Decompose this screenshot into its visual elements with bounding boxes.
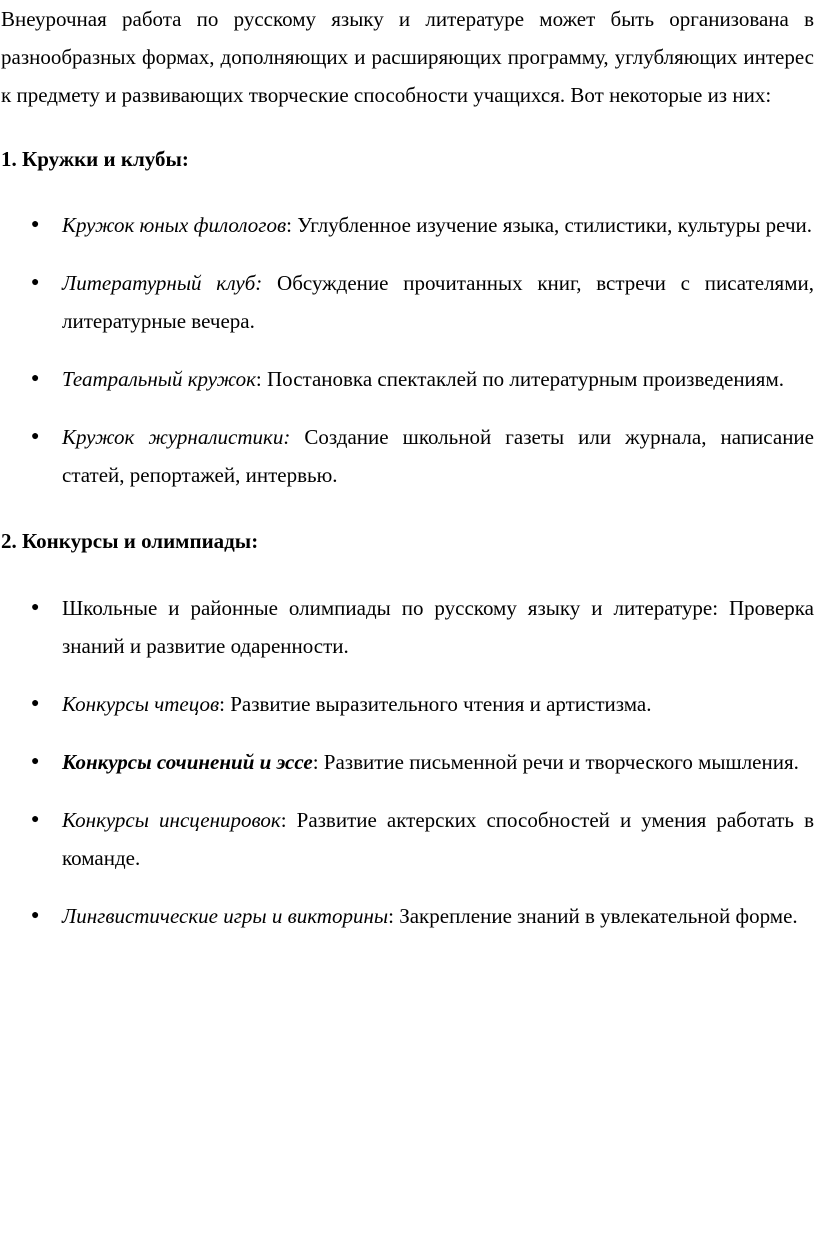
- list-item: [1, 801, 814, 877]
- section-heading-contests: 2. Конкурсы и олимпиады:: [1, 529, 259, 553]
- bullet-icon: ●: [31, 908, 40, 923]
- item-text: Развитие актерских способностей и умения работать в команде.: [62, 808, 814, 870]
- section-heading-clubs: 1. Кружки и клубы:: [1, 147, 189, 171]
- item-term: Кружок юных филологов: [62, 213, 287, 237]
- item-term: Кружок журналистики:: [62, 425, 291, 449]
- item-term: Конкурсы чтецов: [62, 692, 220, 716]
- bullet-icon: ●: [31, 754, 40, 769]
- item-term: Театральный кружок: [62, 367, 256, 391]
- list-item: [1, 360, 814, 398]
- bullet-icon: ●: [31, 217, 40, 232]
- list-item: [1, 685, 814, 723]
- item-text: Школьные и районные олимпиады по русскому языку и литературе: Проверка знаний и развитие одаренности.: [62, 596, 814, 658]
- list-item: [1, 743, 814, 781]
- item-separator: :: [219, 692, 225, 716]
- item-separator: :: [388, 904, 394, 928]
- item-text: Углубленное изучение языка, стилистики, культуры речи.: [291, 213, 812, 237]
- list-item: [1, 206, 814, 244]
- item-text: Обсуждение прочитанных книг, встречи с писателями, литературные вечера.: [62, 271, 814, 333]
- list-item: [1, 589, 814, 665]
- item-text: Закрепление знаний в увлекательной форме.: [393, 904, 798, 928]
- list-item: [1, 897, 814, 935]
- bullet-icon: ●: [31, 696, 40, 711]
- bullet-icon: ●: [31, 812, 40, 827]
- list-item: [1, 418, 814, 494]
- item-term: Конкурсы инсценировок: [62, 808, 281, 832]
- bullet-icon: ●: [31, 371, 40, 386]
- item-separator: :: [312, 750, 319, 774]
- item-term: Конкурсы сочинений и эссе: [62, 750, 313, 774]
- item-term: Литературный клуб:: [62, 271, 263, 295]
- clubs-list: [1, 206, 814, 494]
- item-text: Создание школьной газеты или журнала, написание статей, репортажей, интервью.: [62, 425, 814, 487]
- list-item: [1, 264, 814, 340]
- contests-list: [1, 589, 814, 935]
- item-separator: :: [286, 213, 292, 237]
- item-term: Лингвистические игры и викторины: [62, 904, 389, 928]
- item-separator: :: [280, 808, 287, 832]
- item-text: Постановка спектаклей по литературным произведениям.: [261, 367, 784, 391]
- intro-paragraph: Внеурочная работа по русскому языку и литературе может быть организована в разнообразных формах, дополняющих и расширяющих программу, углубляющих интерес к предмету и развивающих творческие способности учащихся. Вот некоторые из них:: [1, 7, 814, 107]
- item-text: Развитие письменной речи и творческого мышления.: [318, 750, 799, 774]
- bullet-icon: ●: [31, 275, 40, 290]
- item-text: Развитие выразительного чтения и артистизма.: [224, 692, 652, 716]
- item-separator: :: [255, 367, 262, 391]
- bullet-icon: ●: [31, 600, 40, 615]
- bullet-icon: ●: [31, 429, 40, 444]
